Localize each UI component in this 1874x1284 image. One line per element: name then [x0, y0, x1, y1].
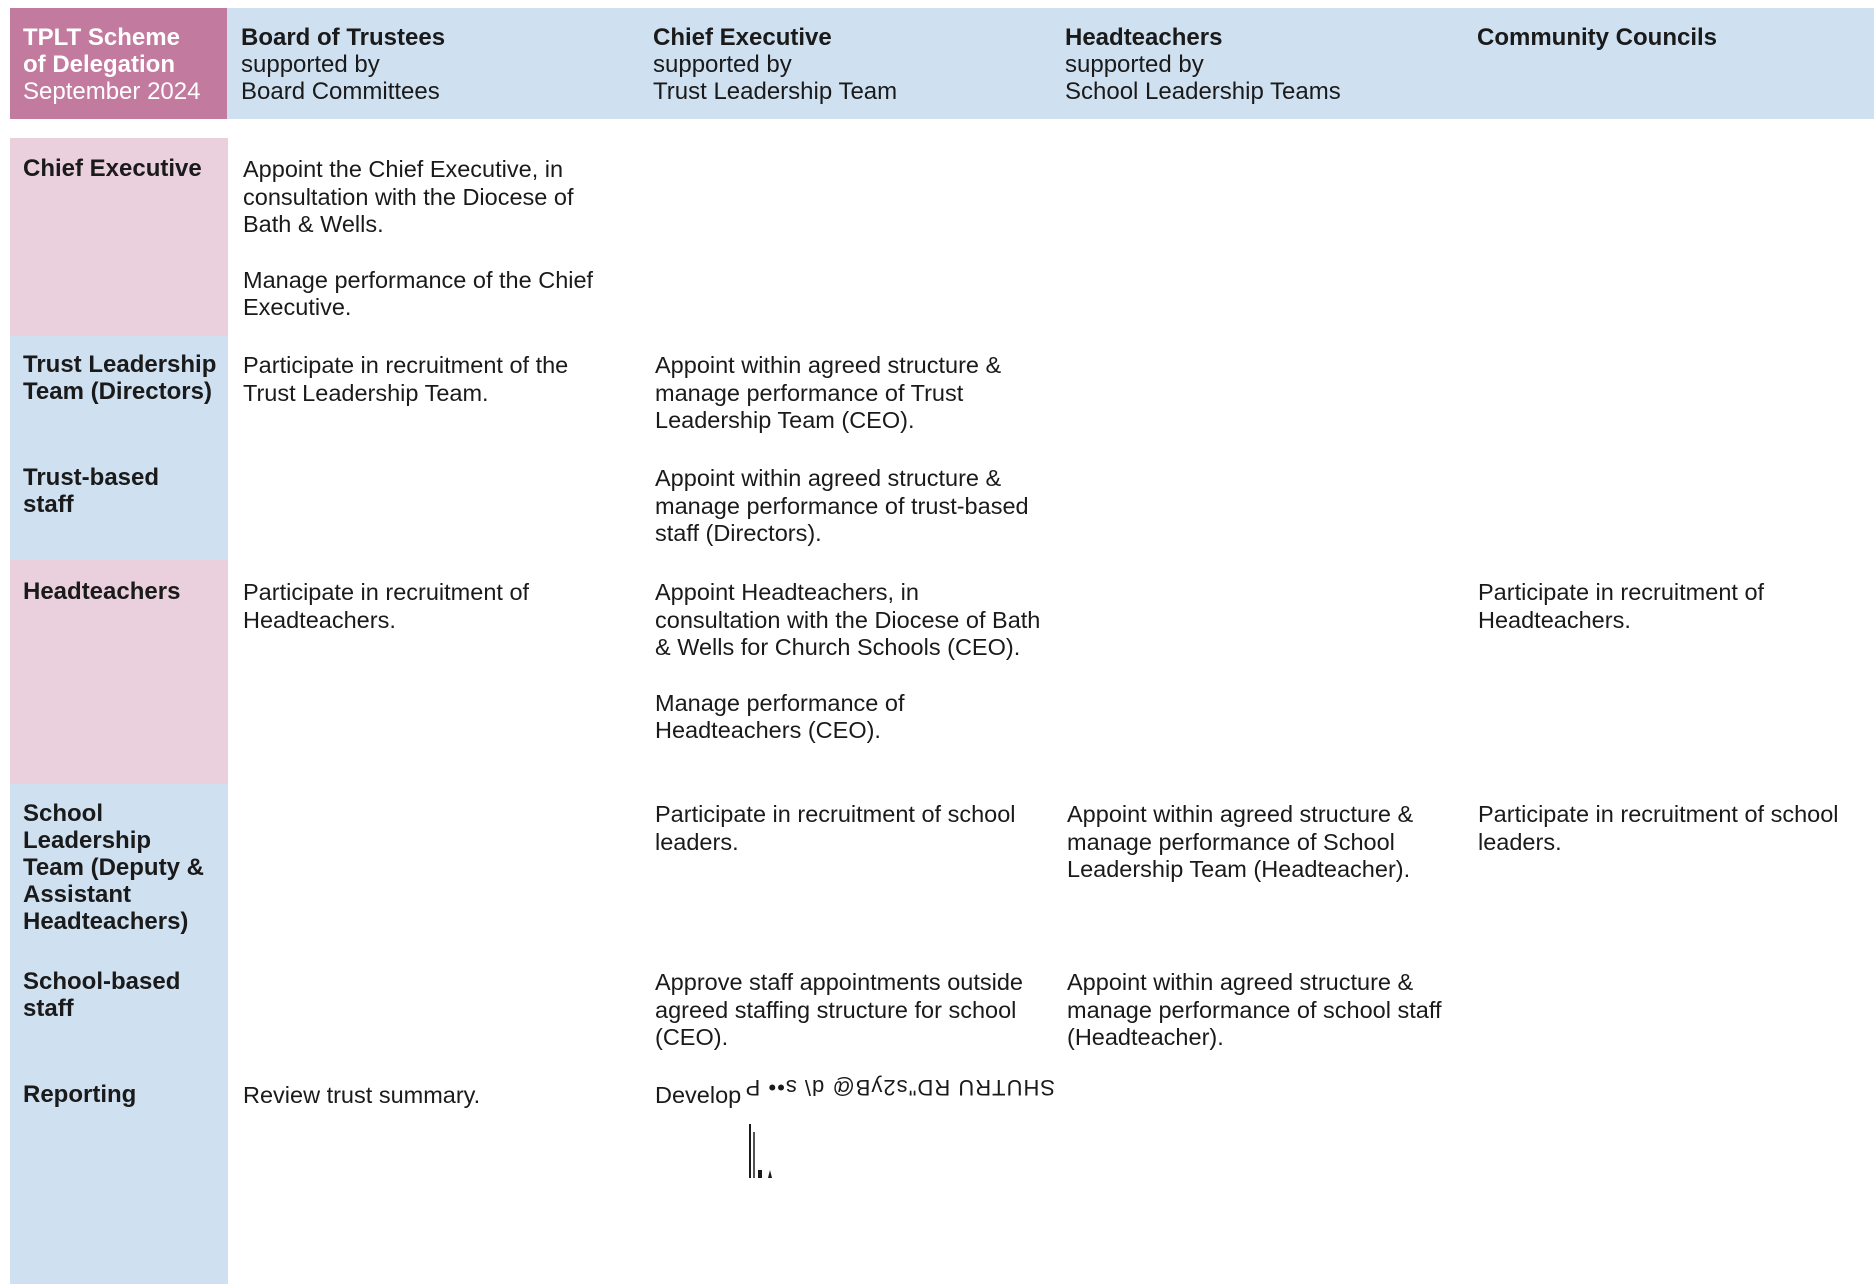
row-label-reporting: Reporting [23, 1081, 137, 1108]
cell-school-leadership-headteachers [1067, 801, 1447, 884]
responsibility-text: Appoint within agreed structure & manage performance of School Leadership Team (Headteacher). [1067, 801, 1414, 882]
responsibility-text: Participate in recruitment of school leaders. [655, 801, 1016, 855]
row-label-chief-executive: Chief Executive [23, 155, 202, 182]
cell-school-staff-ceo [655, 969, 1045, 1052]
cell-reporting-ceo [655, 1070, 1055, 1180]
row-label-school-leadership-team: School Leadership Team (Deputy & Assistant Headteachers) [23, 800, 204, 935]
column-title: Community Councils [1477, 24, 1718, 51]
responsibility-text: Participate in recruitment of Headteachers. [1478, 579, 1765, 633]
row-label-trust-leadership-team: Trust Leadership Team (Directors) [23, 351, 217, 405]
cell-headteachers-board [243, 579, 618, 634]
column-title: Headteachers [1065, 24, 1223, 51]
cell-trust-leadership-board [243, 352, 618, 407]
column-header-community [1477, 24, 1867, 51]
column-title: Board of Trustees [241, 24, 446, 51]
rendering-artifact-marks [747, 1122, 787, 1182]
cell-school-leadership-community [1478, 801, 1868, 856]
responsibility-text: Appoint Headteachers, in consultation with the Diocese of Bath & Wells for Church Schools (CEO). [655, 579, 1041, 660]
column-header-ceo [653, 24, 1043, 105]
responsibility-text: Approve staff appointments outside agreed staffing structure for school (CEO). [655, 969, 1023, 1050]
scheme-title-line2: of Delegation [23, 51, 176, 78]
column-subtitle: Board Committees [241, 78, 440, 105]
column-subtitle: supported by [1065, 51, 1204, 78]
row-label-school-based-staff: School-based staff [23, 968, 181, 1022]
cell-trust-leadership-ceo [655, 352, 1045, 435]
responsibility-text: Review trust summary. [243, 1082, 481, 1108]
column-subtitle: School Leadership Teams [1065, 78, 1341, 105]
responsibility-text: Participate in recruitment of the Trust Leadership Team. [243, 352, 569, 406]
column-subtitle: Trust Leadership Team [653, 78, 898, 105]
cell-school-leadership-ceo [655, 801, 1045, 856]
cell-reporting-board [243, 1082, 618, 1110]
column-header-board [241, 24, 631, 105]
scheme-title-block [10, 8, 227, 119]
cell-headteachers-ceo [655, 579, 1045, 745]
garbled-text-artifact: SHUTRU RD"s2yB@ d\ s•• P [744, 1075, 1055, 1100]
responsibility-text: Develop [655, 1082, 742, 1108]
column-title: Chief Executive [653, 24, 832, 51]
cell-chief-executive-board [243, 156, 618, 322]
scheme-title-line1: TPLT Scheme [23, 24, 180, 51]
cell-trust-staff-ceo [655, 465, 1045, 548]
responsibility-text: Appoint within agreed structure & manage performance of school staff (Headteacher). [1067, 969, 1442, 1050]
row-label-trust-based-staff: Trust-based staff [23, 464, 160, 518]
column-subtitle: supported by [653, 51, 792, 78]
responsibility-text: Appoint within agreed structure & manage performance of trust-based staff (Directors). [655, 465, 1029, 546]
responsibility-text: Appoint within agreed structure & manage performance of Trust Leadership Team (CEO). [655, 352, 1002, 433]
responsibility-text: Manage performance of the Chief Executive. [243, 266, 594, 320]
column-header-headteachers [1065, 24, 1455, 105]
responsibility-text: Participate in recruitment of Headteachers. [243, 579, 530, 633]
column-subtitle: supported by [241, 51, 380, 78]
responsibility-text: Participate in recruitment of school leaders. [1478, 801, 1839, 855]
row-label-headteachers: Headteachers [23, 578, 181, 605]
responsibility-text: Manage performance of Headteachers (CEO). [655, 689, 905, 743]
scheme-date: September 2024 [23, 78, 201, 105]
responsibility-text: Appoint the Chief Executive, in consultation with the Diocese of Bath & Wells. [243, 156, 574, 237]
cell-school-staff-headteachers [1067, 969, 1447, 1052]
cell-headteachers-community [1478, 579, 1868, 634]
